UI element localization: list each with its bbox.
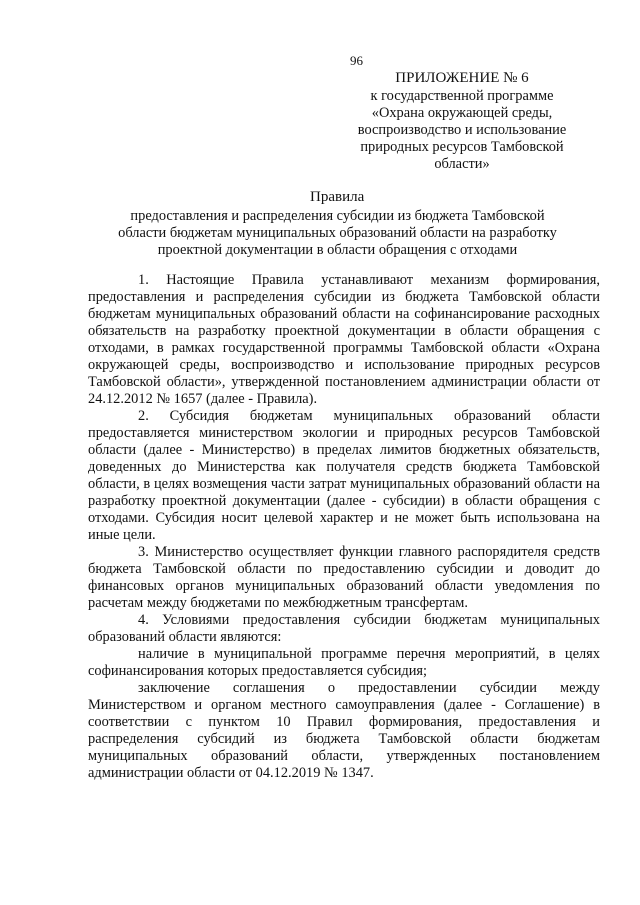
- document-body: [88, 272, 600, 782]
- paragraph-condition-2: заключение соглашения о предоставлении субсидии между Министерством и органом местного самоуправления (далее - Соглашение) в соответствии с пунктом 10 Правил формирования, предоставления и распределения субсидий из бюджета Тамбовской области бюджетам муниципальных образований области, утвержденных постановлением администрации области от 04.12.2019 № 1347.: [88, 680, 600, 781]
- rules-subtitle-line: проектной документации в области обращения с отходами: [157, 242, 518, 258]
- paragraph-3: 3. Министерство осуществляет функции главного распорядителя средств бюджета Тамбовской области по предоставлению субсидии и доводит до финансовых органов муниципальных образований области уведомления по расчетам между бюджетами по межбюджетным трансфертам.: [88, 544, 600, 611]
- paragraph-4: 4. Условиями предоставления субсидии бюджетам муниципальных образований области являются:: [88, 612, 600, 645]
- annex-block: [352, 70, 572, 173]
- rules-subtitle-line: области бюджетам муниципальных образований области на разработку: [118, 225, 557, 241]
- annex-title: ПРИЛОЖЕНИЕ № 6: [395, 70, 529, 86]
- paragraph-2: 2. Субсидия бюджетам муниципальных образований области предоставляется министерством экологии и природных ресурсов Тамбовской области (далее - Министерство) в пределах лимитов бюджетных обязательств, доведенных до Министерства как получателя средств бюджета Тамбовской области, в целях возмещения части затрат муниципальных образований области на разработку проектной документации (далее - субсидии) в области обращения с отходами. Субсидия носит целевой характер и не может быть использована на иные цели.: [88, 408, 600, 543]
- annex-line: природных ресурсов Тамбовской: [360, 139, 564, 155]
- paragraph-condition-1: наличие в муниципальной программе перечня мероприятий, в целях софинансирования которых предоставляется субсидия;: [88, 646, 600, 679]
- annex-line: к государственной программе: [370, 88, 554, 104]
- page-number: 96: [350, 53, 363, 68]
- rules-subtitle: [60, 208, 615, 259]
- annex-line: воспроизводство и использование: [357, 122, 567, 138]
- rules-title: Правила: [310, 189, 365, 205]
- paragraph-1: 1. Настоящие Правила устанавливают механизм формирования, предоставления и распределения субсидии из бюджета Тамбовской области бюджетам муниципальных образований области на софинансирование расходных обязательств на разработку проектной документации в области обращения с отходами, в рамках государственной программы Тамбовской области «Охрана окружающей среды, воспроизводство и использование природных ресурсов Тамбовской области», утвержденной постановлением администрации области от 24.12.2012 № 1657 (далее - Правила).: [88, 272, 600, 407]
- annex-line: области»: [434, 156, 490, 172]
- rules-subtitle-line: предоставления и распределения субсидии из бюджета Тамбовской: [130, 208, 545, 224]
- annex-line: «Охрана окружающей среды,: [371, 105, 553, 121]
